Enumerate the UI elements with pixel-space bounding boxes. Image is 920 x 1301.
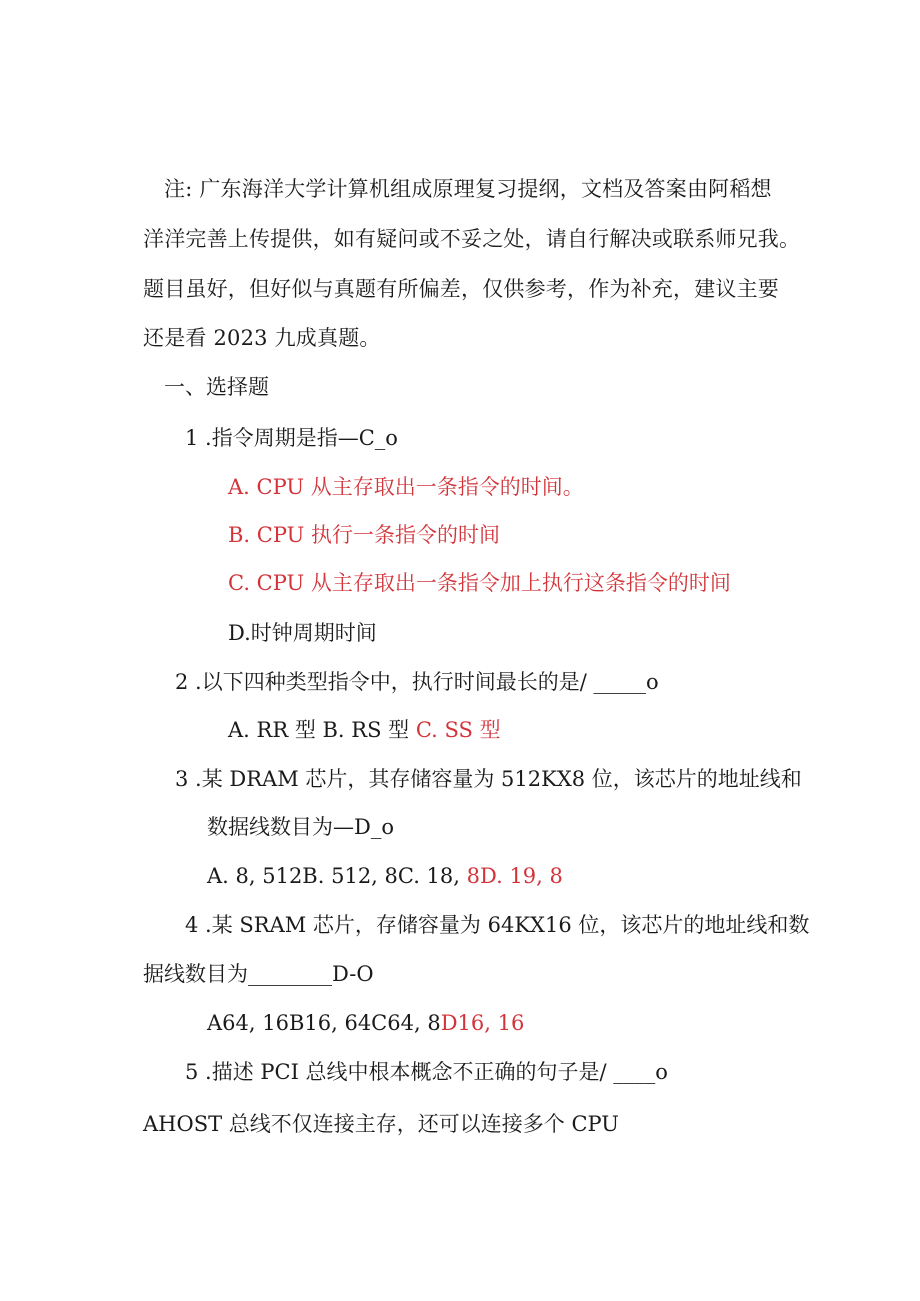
question-4-options — [207, 1009, 524, 1037]
question-2-options — [228, 716, 501, 744]
note-line-4: 还是看 2023 九成真题。 — [143, 326, 381, 350]
question-2-answer: C. SS 型 — [415, 718, 501, 742]
question-3-options-plain: A. 8, 512B. 512, 8C. 18, — [207, 864, 467, 888]
question-3-options — [207, 862, 563, 890]
note-line-3: 题目虽好，但好似与真题有所偏差，仅供参考，作为补充，建议主要 — [143, 277, 779, 301]
question-3-stem-line-1: 3 .某 DRAM 芯片，其存储容量为 512KX8 位，该芯片的地址线和 — [175, 767, 802, 791]
section-title: 一、选择题 — [164, 375, 269, 399]
question-1-option-a: A. CPU 从主存取出一条指令的时间。 — [228, 475, 584, 499]
note-line-1: 注: 广东海洋大学计算机组成原理复习提纲，文档及答案由阿稻想 — [164, 177, 772, 201]
question-4-stem-line-1: 4 .某 SRAM 芯片，存储容量为 64KX16 位，该芯片的地址线和数 — [185, 913, 810, 937]
question-1-stem: 1 .指令周期是指—C_o — [185, 426, 398, 450]
question-1-option-b: B. CPU 执行一条指令的时间 — [228, 523, 500, 547]
question-4-options-plain: A64, 16B16, 64C64, 8 — [207, 1011, 441, 1035]
question-5-option-a: AHOST 总线不仅连接主存，还可以连接多个 CPU — [143, 1112, 619, 1136]
question-4-answer: D16, 16 — [440, 1011, 525, 1035]
question-4-stem-line-2: 据线数目为________D-O — [143, 962, 374, 986]
question-2-stem: 2 .以下四种类型指令中，执行时间最长的是/ _____o — [175, 670, 659, 694]
question-2-options-plain: A. RR 型 B. RS 型 — [228, 718, 416, 742]
question-3-answer: 8D. 19, 8 — [466, 864, 563, 888]
note-line-2: 洋洋完善上传提供，如有疑问或不妥之处，请自行解决或联系师兄我。 — [143, 227, 801, 251]
question-1-option-c: C. CPU 从主存取出一条指令加上执行这条指令的时间 — [228, 571, 731, 595]
question-5-stem: 5 .描述 PCI 总线中根本概念不正确的句子是/ ____o — [185, 1060, 668, 1084]
question-1-option-d: D.时钟周期时间 — [228, 621, 377, 645]
question-3-stem-line-2: 数据线数目为—D_o — [207, 815, 394, 839]
